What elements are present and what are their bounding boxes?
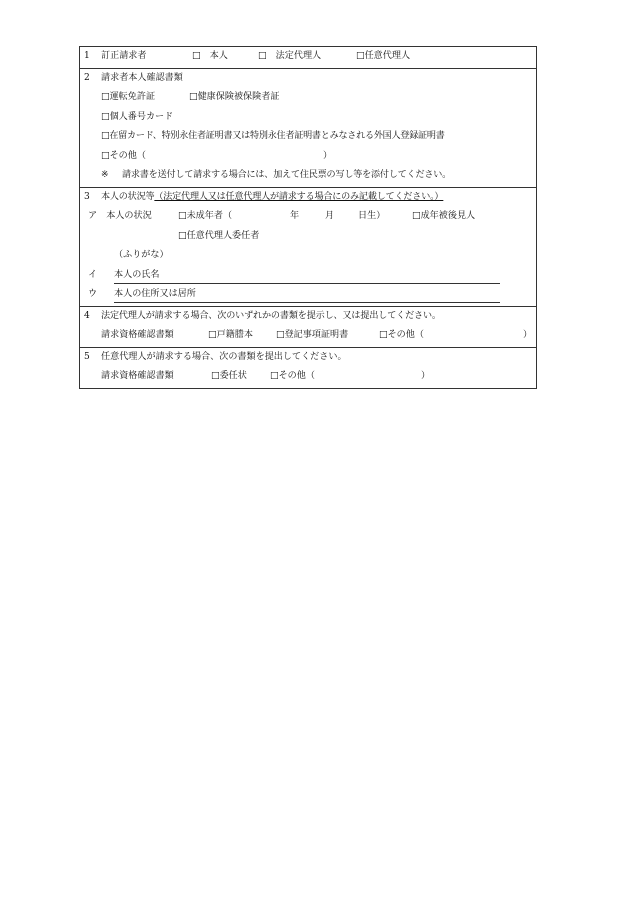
status-row-2 bbox=[80, 227, 536, 247]
section-2-number: 2 bbox=[84, 72, 90, 83]
my-number-card-checkbox[interactable]: □個人番号カード bbox=[101, 111, 174, 122]
name-row bbox=[80, 266, 536, 286]
address-row bbox=[80, 285, 536, 305]
section-3-title-wrap bbox=[101, 188, 443, 208]
voluntary-agent-docs-row bbox=[80, 367, 536, 387]
minor-checkbox[interactable]: □未成年者（ bbox=[178, 211, 233, 221]
id-docs-row-3 bbox=[80, 127, 536, 147]
address-mark: ウ bbox=[88, 289, 98, 299]
section-3-number: 3 bbox=[84, 191, 90, 202]
legal-agent-doc-label: 請求資格確認書類 bbox=[101, 330, 174, 340]
option-self-checkbox[interactable]: □ 本人 bbox=[192, 51, 228, 61]
section-3-person-status bbox=[80, 188, 536, 307]
section-5-number: 5 bbox=[84, 351, 90, 362]
drivers-license-checkbox[interactable]: □運転免許証 bbox=[101, 92, 156, 102]
section-4-legal-agent-docs bbox=[80, 307, 536, 348]
section-2-identity-documents bbox=[80, 69, 536, 188]
legal-agent-docs-row bbox=[80, 326, 536, 346]
section-5-voluntary-agent-docs bbox=[80, 348, 536, 388]
status-label: ア 本人の状況 bbox=[88, 211, 152, 221]
birth-year-label: 年 bbox=[290, 211, 300, 221]
section-4-header bbox=[80, 307, 536, 327]
registry-certificate-checkbox[interactable]: □登記事項証明書 bbox=[276, 330, 349, 340]
name-label: 本人の氏名 bbox=[114, 269, 160, 280]
address-field[interactable] bbox=[114, 302, 500, 303]
option-legal-agent-checkbox[interactable]: □ 法定代理人 bbox=[258, 51, 322, 61]
mail-note-text: 請求書を送付して請求する場合には、加えて住民票の写し等を添付してください。 bbox=[122, 170, 452, 180]
section-1-number: 1 bbox=[84, 51, 90, 61]
section-4-number: 4 bbox=[84, 310, 90, 321]
id-docs-row-2 bbox=[80, 108, 536, 128]
section-3-header bbox=[80, 188, 536, 208]
furigana-row bbox=[80, 246, 536, 266]
id-docs-row-4 bbox=[80, 147, 536, 167]
furigana-label: （ふりがな） bbox=[114, 250, 169, 260]
other-document-checkbox[interactable]: □その他（ bbox=[101, 150, 146, 161]
residence-card-checkbox[interactable]: □在留カード、特別永住者証明書又は特別永住者証明書とみなされる外国人登録証明書 bbox=[101, 131, 445, 141]
section-3-title-note: （法定代理人又は任意代理人が請求する場合にのみ記載してください。） bbox=[154, 191, 444, 202]
address-label: 本人の住所又は居所 bbox=[114, 289, 196, 299]
birth-month-label: 月 bbox=[325, 211, 335, 221]
voluntary-other-checkbox[interactable]: □その他（ bbox=[270, 371, 315, 381]
legal-other-checkbox[interactable]: □その他（ bbox=[379, 330, 424, 340]
family-register-checkbox[interactable]: □戸籍謄本 bbox=[208, 330, 253, 340]
section-3-title: 本人の状況等 bbox=[101, 191, 155, 202]
other-document-close-paren: ） bbox=[323, 150, 333, 161]
voluntary-agent-doc-label: 請求資格確認書類 bbox=[101, 371, 174, 381]
health-insurance-checkbox[interactable]: □健康保険被保険者証 bbox=[189, 92, 280, 102]
name-field[interactable] bbox=[114, 283, 500, 284]
claimant-label: 訂正請求者 bbox=[101, 51, 147, 61]
section-2-header bbox=[80, 69, 536, 89]
legal-other-close-paren: ） bbox=[523, 330, 533, 340]
birth-day-label: 日生） bbox=[358, 211, 386, 221]
section-4-title: 法定代理人が請求する場合、次のいずれかの書類を提示し、又は提出してください。 bbox=[101, 310, 441, 321]
note-mark: ※ bbox=[101, 170, 109, 180]
id-docs-row-1 bbox=[80, 88, 536, 108]
claimant-form-table bbox=[79, 46, 537, 389]
section-5-title: 任意代理人が請求する場合、次の書類を提出してください。 bbox=[101, 351, 347, 362]
option-voluntary-agent-checkbox[interactable]: □任意代理人 bbox=[356, 51, 411, 61]
claimant-row bbox=[80, 47, 536, 67]
status-row-1 bbox=[80, 207, 536, 227]
voluntary-other-close-paren: ） bbox=[421, 371, 431, 381]
mail-note-row bbox=[80, 166, 536, 186]
adult-ward-checkbox[interactable]: □成年被後見人 bbox=[412, 211, 476, 221]
section-2-title: 請求者本人確認書類 bbox=[101, 72, 183, 83]
section-5-header bbox=[80, 348, 536, 368]
section-1-claimant bbox=[80, 47, 536, 69]
power-of-attorney-checkbox[interactable]: □委任状 bbox=[211, 371, 247, 381]
name-mark: イ bbox=[88, 269, 98, 280]
voluntary-agent-principal-checkbox[interactable]: □任意代理人委任者 bbox=[178, 230, 260, 241]
